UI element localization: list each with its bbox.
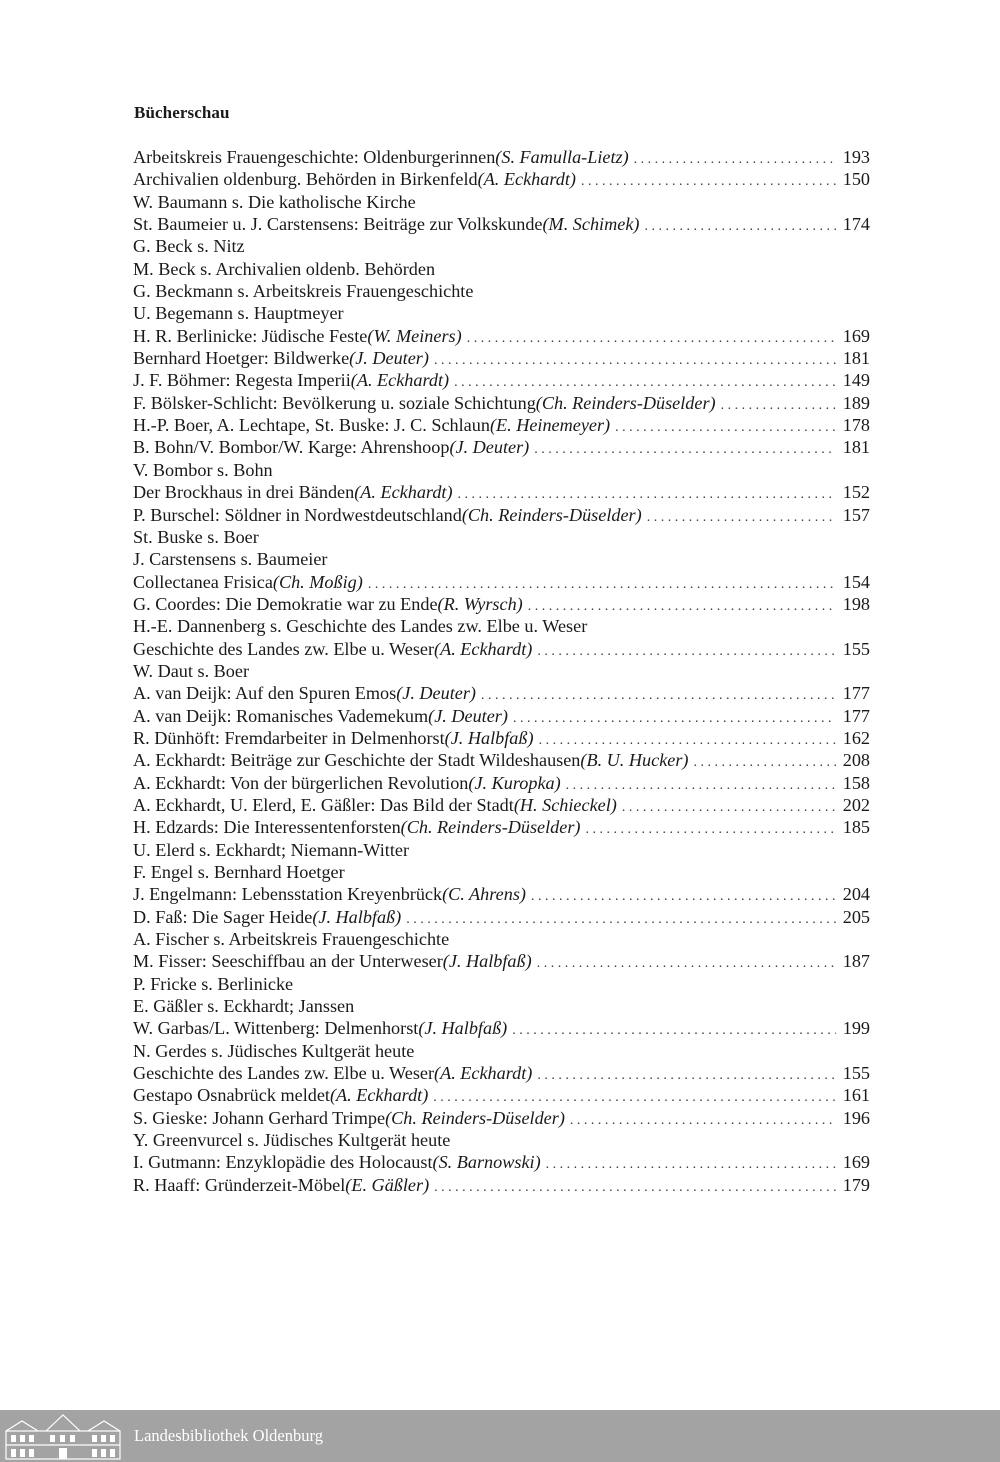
entry-page-number: 161 (842, 1085, 870, 1106)
dot-leader (617, 797, 836, 819)
entry-title: St. Buske s. Boer (133, 526, 259, 547)
entry-title: G. Beckmann s. Arbeitskreis Frauengeschichte (133, 281, 474, 302)
index-entry (133, 772, 870, 794)
entry-title: A. van Deijk: Auf den Spuren Emos (133, 683, 397, 704)
dot-leader (576, 171, 836, 193)
dot-leader (508, 708, 836, 730)
entry-page-number: 178 (842, 415, 870, 436)
entry-title: G. Beck s. Nitz (133, 236, 245, 257)
entry-title: V. Bombor s. Bohn (133, 459, 273, 480)
entry-reviewer: (J. Deuter) (396, 683, 476, 704)
entry-reviewer: (S. Famulla-Lietz) (495, 147, 629, 167)
index-entry (133, 436, 870, 458)
entry-page-number: 204 (842, 884, 870, 905)
index-entry (133, 1040, 870, 1062)
entry-page-number: 189 (842, 392, 870, 413)
dot-leader (688, 752, 836, 774)
entry-page-number: 152 (842, 482, 870, 503)
entry-reviewer: (J. Halbfaß) (312, 906, 402, 927)
entry-title: R. Dünhöft: Fremdarbeiter in Delmenhorst (133, 727, 445, 748)
entry-title: P. Fricke s. Berlinicke (133, 973, 294, 994)
entry-reviewer: (J. Halbfaß) (444, 727, 534, 748)
entry-page-number: 154 (842, 571, 870, 592)
entry-reviewer: (C. Ahrens) (442, 884, 526, 905)
entry-page-number: 196 (842, 1107, 870, 1128)
entry-page-number: 208 (842, 750, 870, 771)
entry-page-number: 149 (842, 370, 870, 391)
index-entry (133, 906, 870, 928)
entry-title: J. F. Böhmer: Regesta Imperii (133, 370, 351, 391)
entry-reviewer: (A. Eckhardt) (329, 1085, 429, 1106)
entry-title: Arbeitskreis Frauengeschichte: Oldenburgerinnen (133, 147, 496, 167)
entry-reviewer: (A. Eckhardt) (354, 482, 453, 503)
footer-bar (0, 1410, 1000, 1462)
entry-page-number: 205 (842, 906, 870, 927)
entry-page-number: 181 (842, 348, 870, 369)
entry-title: A. Eckhardt, U. Elerd, E. Gäßler: Das Bild der Stadt (133, 794, 514, 815)
entry-reviewer: (E. Heinemeyer) (489, 415, 611, 436)
page-title: Bücherschau (134, 103, 230, 122)
index-entry (133, 749, 870, 771)
entry-page-number: 199 (842, 1018, 870, 1039)
dot-leader (532, 953, 836, 975)
entry-page-number: 187 (842, 951, 870, 972)
entry-title: J. Carstensens s. Baumeier (133, 549, 328, 570)
dot-leader (541, 1154, 836, 1176)
index-entry (133, 1084, 870, 1106)
index-entry (133, 571, 870, 593)
dot-leader (507, 1020, 836, 1042)
index-entry (133, 839, 870, 861)
entry-title: W. Daut s. Boer (133, 660, 250, 681)
index-entry (133, 1151, 870, 1173)
index-entry (133, 794, 870, 816)
index-entry (133, 928, 870, 950)
entry-reviewer: (Ch. Reinders-Düselder) (535, 392, 716, 413)
entry-title: A. Eckhardt: Beiträge zur Geschichte der Stadt Wildeshausen (133, 750, 581, 771)
dot-leader (526, 886, 836, 908)
entry-page-number: 181 (842, 437, 870, 458)
index-entry (133, 816, 870, 838)
entry-title: H. Edzards: Die Interessentenforsten (133, 817, 401, 838)
index-entry (133, 504, 870, 526)
dot-leader (639, 216, 836, 238)
entry-title: A. van Deijk: Romanisches Vademekum (133, 705, 429, 726)
entry-page-number: 202 (842, 794, 870, 815)
entry-page-number: 193 (842, 147, 870, 167)
index-entry (133, 481, 870, 503)
dot-leader (429, 350, 836, 372)
entry-reviewer: (J. Kuropka) (468, 772, 561, 793)
entry-reviewer: (Ch. Moßig) (272, 571, 363, 592)
entry-page-number: 150 (842, 169, 870, 190)
entry-reviewer: (R. Wyrsch) (437, 593, 523, 614)
index-entry (133, 302, 870, 324)
entry-title: Archivalien oldenburg. Behörden in Birkenfeld (133, 169, 478, 190)
index-entry (133, 682, 870, 704)
entry-reviewer: (J. Deuter) (428, 705, 508, 726)
index-entry (133, 1174, 870, 1196)
index-entry (133, 861, 870, 883)
entry-title: M. Beck s. Archivalien oldenb. Behörden (133, 258, 436, 279)
entry-reviewer: (A. Eckhardt) (477, 169, 576, 190)
dot-leader (629, 149, 836, 171)
dot-leader (401, 909, 836, 931)
entry-page-number: 177 (842, 683, 870, 704)
entry-title: A. Eckhardt: Von der bürgerlichen Revolution (133, 772, 469, 793)
index-entry (133, 258, 870, 280)
entry-title: H. R. Berlinicke: Jüdische Feste (133, 325, 368, 346)
entry-reviewer: (B. U. Hucker) (580, 750, 689, 771)
entry-title: H.-P. Boer, A. Lechtape, St. Buske: J. C. Schlaun (133, 415, 490, 436)
entry-reviewer: (W. Meiners) (367, 325, 462, 346)
entry-title: Bernhard Hoetger: Bildwerke (133, 348, 350, 369)
index-list (133, 146, 870, 1196)
entry-title: P. Burschel: Söldner in Nordwestdeutschland (133, 504, 462, 525)
entry-reviewer: (M. Schimek) (542, 214, 640, 235)
index-entry (133, 593, 870, 615)
entry-title: H.-E. Dannenberg s. Geschichte des Landes zw. Elbe u. Weser (133, 616, 588, 637)
entry-title: W. Baumann s. Die katholische Kirche (133, 191, 416, 212)
dot-leader (532, 1065, 836, 1087)
dot-leader (429, 1177, 836, 1199)
entry-reviewer: (S. Barnowski) (432, 1152, 541, 1173)
entry-title: J. Engelmann: Lebensstation Kreyenbrück (133, 884, 443, 905)
entry-title: R. Haaff: Gründerzeit-Möbel (133, 1174, 346, 1195)
index-entry (133, 213, 870, 235)
entry-page-number: 157 (842, 504, 870, 525)
entry-page-number: 169 (842, 1152, 870, 1173)
entry-reviewer: (J. Deuter) (449, 437, 530, 458)
dot-leader (716, 395, 836, 417)
dot-leader (462, 328, 836, 350)
index-entry (133, 235, 870, 257)
entry-title: Der Brockhaus in drei Bänden (133, 482, 355, 503)
entry-page-number: 162 (842, 727, 870, 748)
entry-page-number: 155 (842, 638, 870, 659)
entry-reviewer: (Ch. Reinders-Düselder) (385, 1107, 565, 1128)
entry-title: U. Begemann s. Hauptmeyer (133, 303, 344, 324)
index-entry (133, 615, 870, 637)
entry-page-number: 158 (842, 772, 870, 793)
entry-title: W. Garbas/L. Wittenberg: Delmenhorst (133, 1018, 419, 1039)
dot-leader (476, 685, 836, 707)
entry-title: E. Gäßler s. Eckhardt; Janssen (133, 996, 355, 1017)
entry-title: U. Elerd s. Eckhardt; Niemann-Witter (133, 839, 410, 860)
dot-leader (581, 819, 837, 841)
entry-reviewer: (E. Gäßler) (345, 1174, 430, 1195)
entry-page-number: 198 (842, 593, 870, 614)
entry-title: N. Gerdes s. Jüdisches Kultgerät heute (133, 1040, 415, 1061)
entry-reviewer: (J. Halbfaß) (442, 951, 532, 972)
entry-title: Y. Greenvurcel s. Jüdisches Kultgerät heute (133, 1130, 451, 1151)
entry-title: S. Gieske: Johann Gerhard Trimpe (133, 1107, 386, 1128)
entry-title: Collectanea Frisica (133, 571, 273, 592)
entry-reviewer: (Ch. Reinders-Düselder) (400, 817, 581, 838)
entry-title: Gestapo Osnabrück meldet (133, 1085, 330, 1106)
index-entry (133, 1129, 870, 1151)
entry-title: F. Engel s. Bernhard Hoetger (133, 862, 345, 882)
entry-title: A. Fischer s. Arbeitskreis Frauengeschichte (133, 929, 450, 950)
index-entry (133, 325, 870, 347)
index-entry (133, 1062, 870, 1084)
index-entry (133, 950, 870, 972)
index-entry (133, 146, 870, 168)
entry-reviewer: (Ch. Reinders-Düselder) (461, 504, 642, 525)
index-entry (133, 660, 870, 682)
index-entry (133, 526, 870, 548)
entry-title: M. Fisser: Seeschiffbau an der Unterweser (133, 951, 443, 972)
entry-title: St. Baumeier u. J. Carstensens: Beiträge zur Volkskunde (133, 214, 543, 235)
dot-leader (642, 507, 836, 529)
entry-reviewer: (A. Eckhardt) (434, 638, 533, 659)
entry-title: Geschichte des Landes zw. Elbe u. Weser (133, 1063, 435, 1084)
entry-page-number: 185 (842, 817, 870, 838)
entry-page-number: 155 (842, 1063, 870, 1084)
index-entry (133, 1107, 870, 1129)
entry-title: Geschichte des Landes zw. Elbe u. Weser (133, 638, 435, 659)
footer-library-name: Landesbibliothek Oldenburg (134, 1426, 323, 1445)
library-building-icon (2, 1411, 124, 1461)
entry-reviewer: (J. Deuter) (349, 348, 429, 369)
index-entry (133, 414, 870, 436)
entry-title: I. Gutmann: Enzyklopädie des Holocaust (133, 1152, 433, 1173)
index-entry (133, 392, 870, 414)
index-entry (133, 347, 870, 369)
dot-leader (529, 439, 836, 461)
index-entry (133, 638, 870, 660)
entry-reviewer: (A. Eckhardt) (350, 370, 450, 391)
dot-leader (565, 1110, 836, 1132)
index-entry (133, 280, 870, 302)
entry-title: F. Bölsker-Schlicht: Bevölkerung u. soziale Schichtung (133, 392, 536, 413)
index-entry (133, 459, 870, 481)
index-entry (133, 883, 870, 905)
entry-reviewer: (J. Halbfaß) (418, 1018, 508, 1039)
index-entry (133, 727, 870, 749)
index-entry (133, 705, 870, 727)
index-entry (133, 168, 870, 190)
index-entry (133, 191, 870, 213)
entry-title: G. Coordes: Die Demokratie war zu Ende (133, 593, 438, 614)
entry-page-number: 169 (842, 325, 870, 346)
entry-reviewer: (H. Schieckel) (513, 794, 617, 815)
entry-page-number: 174 (842, 214, 870, 235)
entry-page-number: 177 (842, 705, 870, 726)
entry-page-number: 179 (842, 1174, 870, 1195)
index-entry (133, 995, 870, 1017)
dot-leader (610, 417, 836, 439)
index-entry (133, 548, 870, 570)
entry-title: D. Faß: Die Sager Heide (133, 906, 313, 927)
index-entry (133, 1017, 870, 1039)
index-entry (133, 973, 870, 995)
dot-leader (532, 641, 836, 663)
entry-reviewer: (A. Eckhardt) (434, 1063, 533, 1084)
index-entry (133, 369, 870, 391)
entry-title: B. Bohn/V. Bombor/W. Karge: Ahrenshoop (133, 437, 450, 458)
